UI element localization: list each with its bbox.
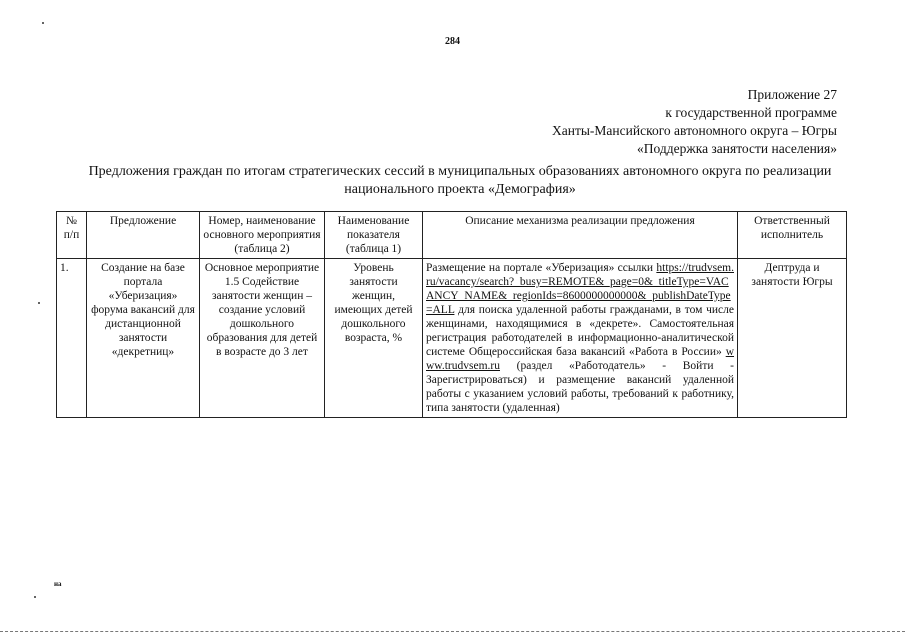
header-indicator: Наименование показателя (таблица 1)	[325, 212, 423, 259]
scan-edge-line	[0, 631, 905, 632]
header-executor: Ответственный исполнитель	[738, 212, 847, 259]
cell-executor: Дептруда и занятости Югры	[738, 259, 847, 418]
cell-mechanism	[423, 259, 738, 418]
scan-speck	[38, 302, 40, 304]
header-mechanism: Описание механизма реализации предложения	[423, 212, 738, 259]
appendix-line-2: к государственной программе	[665, 105, 837, 120]
cell-event: Основное мероприятие 1.5 Содействие занятости женщин – создание условий дошкольного образования для детей в возрасте до 3 лет	[200, 259, 325, 418]
table-header-row	[57, 212, 847, 259]
appendix-line-1: Приложение 27	[747, 87, 837, 102]
mechanism-text-3: Самостоятельная регистрация работодателей в информационно-аналитической системе Общероссийская база вакансий «Работа в России»	[426, 318, 734, 358]
cell-indicator: Уровень занятости женщин, имеющих детей дошкольного возраста, %	[325, 259, 423, 418]
trudvsem-link[interactable]: www.trudvsem.ru	[426, 346, 735, 372]
vacancy-search-link[interactable]: https://trudvsem.ru/vacancy/search?_busy=REMOTE&_page=0&_titleType=VACANCY_NAME&_regionIds=8600000000000&_publishDateType=ALL	[426, 262, 734, 316]
appendix-line-3: Ханты-Мансийского автономного округа – Югры	[552, 123, 837, 138]
mechanism-text-4: (раздел «Работодатель» - Войти - Зарегистрироваться) и размещение вакансий удаленной работы с указанием условий работы, требований к работнику, типа занятости (удаленная)	[426, 360, 734, 414]
page-number: 284	[445, 36, 460, 47]
proposals-table	[56, 211, 847, 418]
cell-num: 1.	[57, 259, 87, 418]
mechanism-text-1: Размещение на портале «Уберизация» ссылки	[426, 262, 654, 274]
appendix-header	[552, 86, 837, 158]
mechanism-text-2: для поиска удаленной работы гражданами, в том числе женщинами, находящимися в «декрете».	[426, 304, 735, 330]
header-num: № п/п	[57, 212, 87, 259]
document-title: Предложения граждан по итогам стратегических сессий в муниципальных образованиях автономного округа по реализации национального проекта «Демография»	[88, 164, 832, 197]
bottom-note: на	[54, 580, 62, 588]
scan-speck	[34, 596, 36, 598]
cell-proposal: Создание на базе портала «Уберизация» форума вакансий для дистанционной занятости «декретниц»	[87, 259, 200, 418]
appendix-line-4: «Поддержка занятости населения»	[637, 141, 837, 156]
header-event: Номер, наименование основного мероприятия (таблица 2)	[200, 212, 325, 259]
header-proposal: Предложение	[87, 212, 200, 259]
scan-speck	[42, 22, 44, 24]
table-row	[57, 259, 847, 418]
